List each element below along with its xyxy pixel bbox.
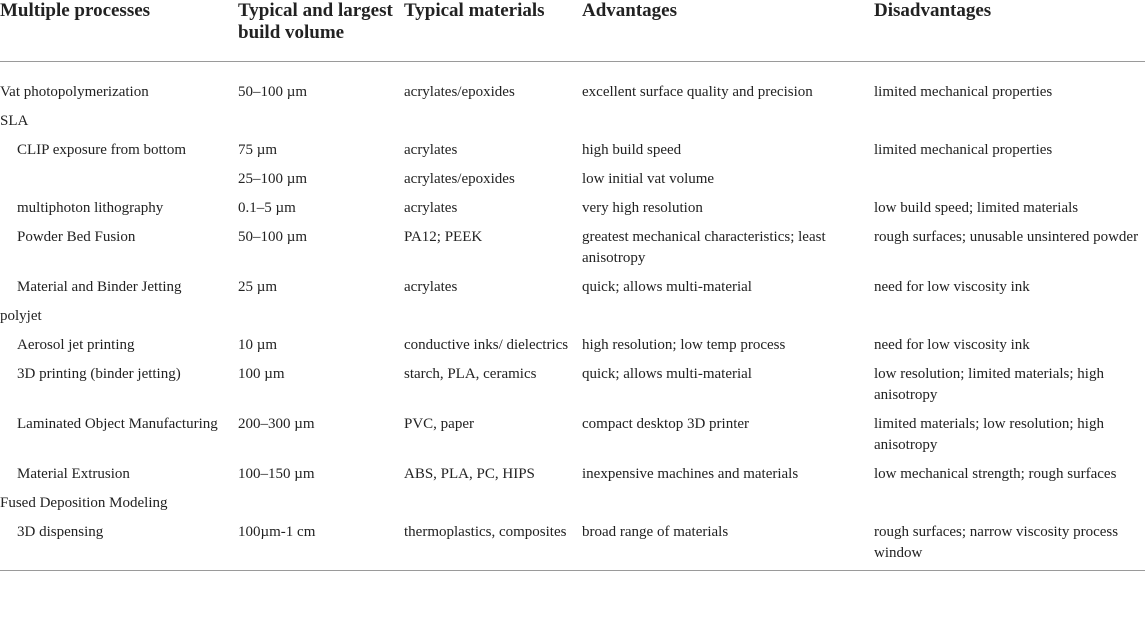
advantages-cell: excellent surface quality and precision xyxy=(582,84,813,100)
advantages-cell xyxy=(582,489,874,518)
materials-cell: ABS, PLA, PC, HIPS xyxy=(404,466,535,482)
process-cell: Aerosol jet printing xyxy=(17,337,135,353)
disadvantages-cell xyxy=(874,302,1145,331)
table-row xyxy=(0,223,1145,273)
disadvantages-cell: limited mechanical properties xyxy=(874,84,1053,100)
materials-cell: acrylates xyxy=(404,279,458,295)
build-volume-cell: 75 µm xyxy=(238,142,278,158)
table-row xyxy=(0,62,1145,108)
header-materials: Typical materials xyxy=(404,0,582,62)
disadvantages-cell: low mechanical strength; rough surfaces xyxy=(874,466,1117,482)
disadvantages-cell: rough surfaces; narrow viscosity process window xyxy=(874,518,1145,571)
disadvantages-cell xyxy=(874,107,1145,136)
materials-cell: acrylates xyxy=(404,142,458,158)
build-volume-cell: 10 µm xyxy=(238,337,278,353)
disadvantages-cell: need for low viscosity ink xyxy=(874,279,1030,295)
table-row xyxy=(0,302,1145,331)
disadvantages-cell: limited materials; low resolution; high anisotropy xyxy=(874,416,1104,453)
build-volume-cell xyxy=(238,107,404,136)
process-cell: multiphoton lithography xyxy=(17,200,164,216)
process-cell: SLA xyxy=(0,113,29,129)
table-row xyxy=(0,194,1145,223)
build-volume-cell: 25–100 µm xyxy=(238,171,308,187)
materials-cell xyxy=(404,107,582,136)
header-row xyxy=(0,0,1145,62)
table-body xyxy=(0,62,1145,571)
process-cell: CLIP exposure from bottom xyxy=(17,142,187,158)
advantages-cell: compact desktop 3D printer xyxy=(582,416,750,432)
materials-cell xyxy=(404,302,582,331)
disadvantages-cell xyxy=(874,489,1145,518)
advantages-cell: high resolution; low temp process xyxy=(582,337,786,353)
materials-cell: PA12; PEEK xyxy=(404,229,483,245)
table-row xyxy=(0,331,1145,360)
table-row xyxy=(0,410,1145,460)
table-header xyxy=(0,0,1145,62)
advantages-cell: greatest mechanical characteristics; least anisotropy xyxy=(582,229,826,266)
table-row xyxy=(0,460,1145,489)
process-cell: Vat photopolymerization xyxy=(0,84,149,100)
advantages-cell: quick; allows multi-material xyxy=(582,279,752,295)
build-volume-cell: 200–300 µm xyxy=(238,416,315,432)
advantages-cell: broad range of materials xyxy=(582,518,874,571)
advantages-cell: high build speed xyxy=(582,142,682,158)
table-row xyxy=(0,273,1145,302)
materials-cell: PVC, paper xyxy=(404,416,474,432)
build-volume-cell: 0.1–5 µm xyxy=(238,200,296,216)
materials-cell: acrylates xyxy=(404,200,458,216)
build-volume-cell: 50–100 µm xyxy=(238,229,308,245)
header-build-volume: Typical and largest build volume xyxy=(238,0,404,62)
table-row xyxy=(0,107,1145,136)
materials-cell: starch, PLA, ceramics xyxy=(404,366,537,382)
disadvantages-cell: limited mechanical properties xyxy=(874,142,1053,158)
header-advantages: Advantages xyxy=(582,0,874,62)
advantages-cell: low initial vat volume xyxy=(582,171,715,187)
disadvantages-cell: need for low viscosity ink xyxy=(874,337,1030,353)
build-volume-cell xyxy=(238,489,404,518)
disadvantages-cell xyxy=(874,165,1145,194)
header-processes: Multiple processes xyxy=(0,0,238,62)
advantages-cell xyxy=(582,107,874,136)
table-row xyxy=(0,518,1145,571)
advantages-cell: very high resolution xyxy=(582,200,703,216)
build-volume-cell: 50–100 µm xyxy=(238,84,308,100)
disadvantages-cell: low build speed; limited materials xyxy=(874,200,1079,216)
process-cell: Powder Bed Fusion xyxy=(17,229,136,245)
build-volume-cell: 100 µm xyxy=(238,366,285,382)
materials-cell: acrylates/epoxides xyxy=(404,171,515,187)
process-cell xyxy=(0,165,238,194)
materials-cell: acrylates/epoxides xyxy=(404,84,515,100)
advantages-cell: inexpensive machines and materials xyxy=(582,466,799,482)
advantages-cell: quick; allows multi-material xyxy=(582,366,752,382)
process-cell: 3D dispensing xyxy=(0,518,238,571)
process-cell: 3D printing (binder jetting) xyxy=(17,366,181,382)
table-row xyxy=(0,489,1145,518)
build-volume-cell xyxy=(238,302,404,331)
build-volume-cell: 25 µm xyxy=(238,279,278,295)
materials-cell xyxy=(404,489,582,518)
disadvantages-cell: low resolution; limited materials; high anisotropy xyxy=(874,366,1104,403)
build-volume-cell: 100µm-1 cm xyxy=(238,518,404,571)
advantages-cell xyxy=(582,302,874,331)
process-cell: Laminated Object Manufacturing xyxy=(17,416,218,432)
process-cell: Material Extrusion xyxy=(17,466,130,482)
table-row xyxy=(0,360,1145,410)
build-volume-cell: 100–150 µm xyxy=(238,466,315,482)
materials-cell: conductive inks/ dielectrics xyxy=(404,337,569,353)
process-cell: Material and Binder Jetting xyxy=(17,279,182,295)
disadvantages-cell: rough surfaces; unusable unsintered powder xyxy=(874,229,1139,245)
process-cell: Fused Deposition Modeling xyxy=(0,495,168,511)
header-disadvantages: Disadvantages xyxy=(874,0,1145,62)
materials-cell: thermoplastics, composites xyxy=(404,518,582,571)
process-cell: polyjet xyxy=(0,308,42,324)
table-row xyxy=(0,165,1145,194)
table-row xyxy=(0,136,1145,165)
